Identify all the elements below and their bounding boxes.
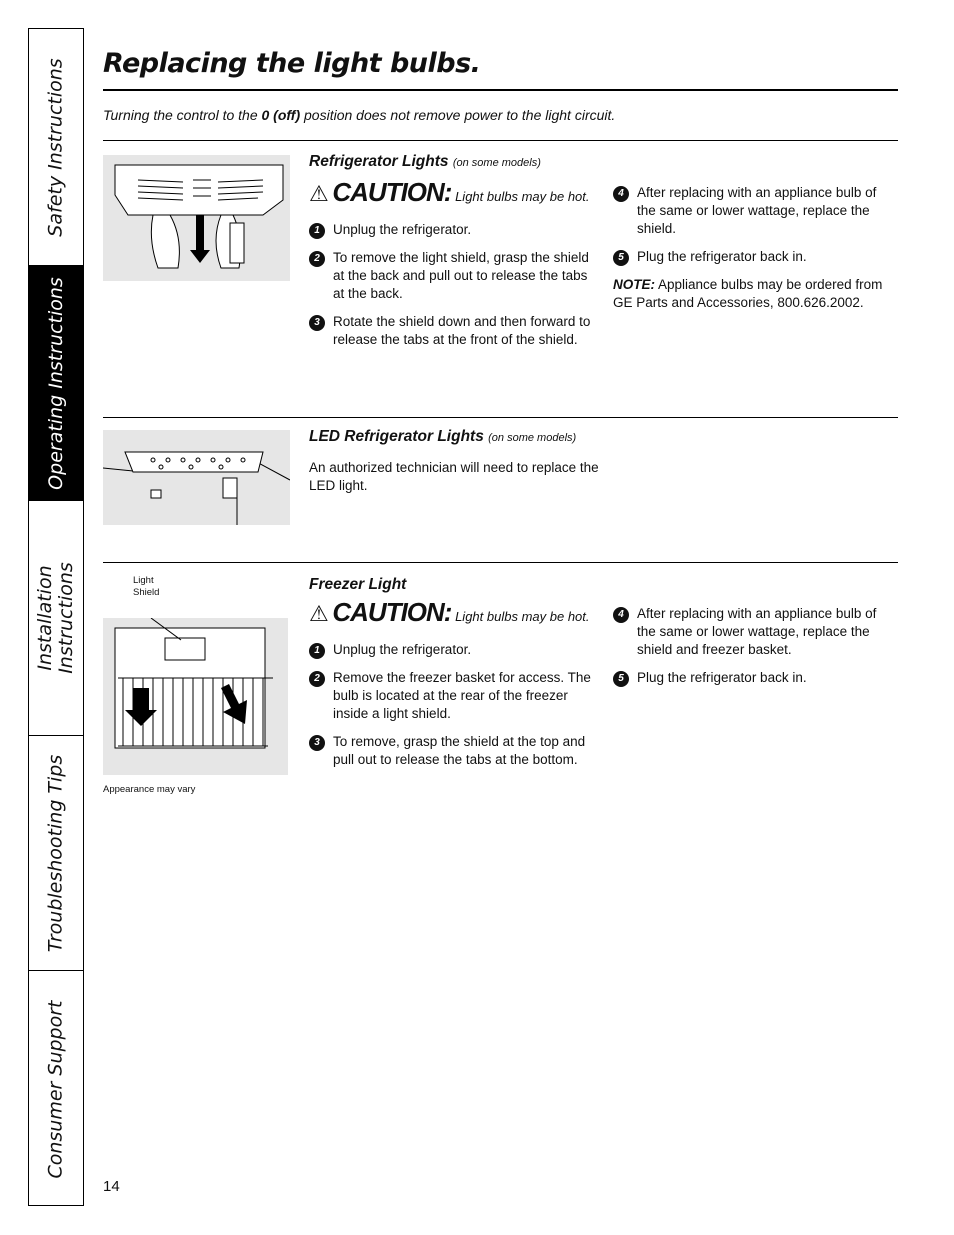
divider [103, 140, 898, 141]
freezer-steps-right [613, 605, 898, 687]
tab-troubleshooting-tips[interactable] [29, 736, 83, 971]
step-number: 5 [613, 250, 629, 266]
step-text: Unplug the refrigerator. [333, 642, 472, 657]
refrigerator-lights-heading [309, 153, 541, 171]
caution-block [309, 177, 594, 207]
step-5 [613, 248, 898, 266]
step-text: Plug the refrigerator back in. [637, 670, 807, 685]
step-number: 4 [613, 186, 629, 202]
led-text: An authorized technician will need to replace the LED light. [309, 460, 599, 493]
step-text: Remove the freezer basket for access. The bulb is located at the rear of the freezer inside a light shield. [333, 670, 591, 721]
tab-label: Troubleshooting Tips [44, 754, 67, 952]
intro-pre: Turning the control to the [103, 107, 262, 123]
note-label: NOTE: [613, 277, 655, 292]
tab-label: Consumer Support [44, 999, 67, 1179]
led-lights-heading [309, 428, 576, 446]
tab-label: Operating Instructions [44, 276, 67, 490]
freezer-light-illustration [103, 618, 288, 775]
refrigerator-steps-left [309, 177, 594, 349]
divider [103, 562, 898, 563]
step-number: 4 [613, 607, 629, 623]
step-2 [309, 249, 594, 303]
step-text: After replacing with an appliance bulb of the same or lower wattage, replace the shield and freezer basket. [637, 606, 877, 657]
freezer-light-heading: Freezer Light [309, 576, 407, 593]
tab-installation-instructions[interactable] [29, 501, 83, 736]
intro-bold: 0 (off) [261, 107, 301, 123]
step-2 [309, 669, 594, 723]
caution-block [309, 597, 594, 627]
caution-label: CAUTION: [332, 597, 452, 627]
qualifier: (on some models) [452, 157, 541, 169]
caution-note: Light bulbs may be hot. [455, 189, 590, 204]
light-shield-callout: Light Shield [133, 575, 160, 598]
step-4 [613, 605, 898, 659]
step-number: 5 [613, 671, 629, 687]
step-text: To remove the light shield, grasp the shield at the back and pull out to release the tabs at the back. [333, 250, 589, 301]
step-number: 1 [309, 223, 325, 239]
refrigerator-steps-right [613, 184, 898, 312]
step-number: 1 [309, 643, 325, 659]
tab-label: Installation Instructions [34, 562, 77, 674]
caution-note: Light bulbs may be hot. [455, 609, 590, 624]
step-text: Unplug the refrigerator. [333, 222, 472, 237]
step-text: Rotate the shield down and then forward to release the tabs at the front of the shield. [333, 314, 591, 347]
step-number: 2 [309, 251, 325, 267]
step-number: 3 [309, 315, 325, 331]
divider [103, 89, 898, 91]
note-text: Appliance bulbs may be ordered from GE Parts and Accessories, 800.626.2002. [613, 277, 883, 310]
step-3 [309, 313, 594, 349]
parts-note [613, 276, 898, 312]
step-1 [309, 641, 594, 659]
step-text: After replacing with an appliance bulb of the same or lower wattage, replace the shield. [637, 185, 877, 236]
page-number: 14 [103, 1178, 120, 1195]
step-text: To remove, grasp the shield at the top and pull out to release the tabs at the bottom. [333, 734, 586, 767]
tab-consumer-support[interactable] [29, 971, 83, 1207]
intro-text [103, 106, 615, 124]
caution-label: CAUTION: [332, 177, 452, 207]
page-title: Replacing the light bulbs. [103, 48, 481, 79]
heading-text: LED Refrigerator Lights [309, 428, 484, 445]
refrigerator-light-illustration [103, 155, 290, 281]
step-1 [309, 221, 594, 239]
divider [103, 417, 898, 418]
qualifier: (on some models) [488, 432, 577, 444]
step-5 [613, 669, 898, 687]
appearance-caption: Appearance may vary [103, 784, 196, 795]
step-4 [613, 184, 898, 238]
intro-post: position does not remove power to the light circuit. [300, 107, 616, 123]
heading-text: Refrigerator Lights [309, 153, 449, 170]
step-text: Plug the refrigerator back in. [637, 249, 807, 264]
step-3 [309, 733, 594, 769]
led-light-illustration [103, 430, 290, 525]
freezer-steps-left [309, 597, 594, 769]
section-tabs [28, 28, 84, 1206]
tab-label: Safety Instructions [44, 57, 67, 237]
warning-icon: ⚠ [309, 181, 329, 206]
tab-safety-instructions[interactable] [29, 29, 83, 266]
tab-operating-instructions[interactable] [29, 266, 83, 501]
step-number: 3 [309, 735, 325, 751]
step-number: 2 [309, 671, 325, 687]
warning-icon: ⚠ [309, 601, 329, 626]
